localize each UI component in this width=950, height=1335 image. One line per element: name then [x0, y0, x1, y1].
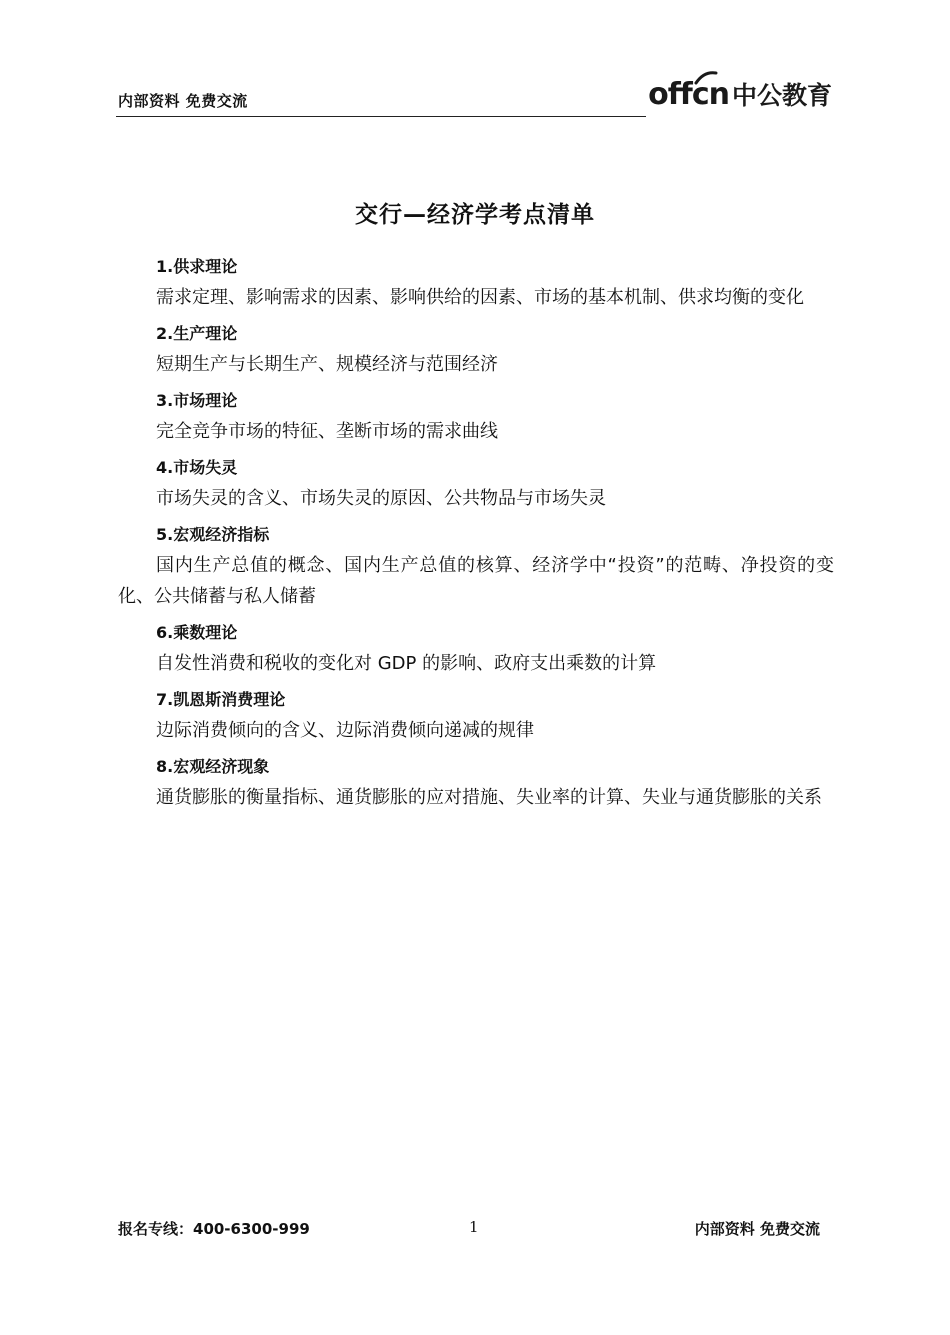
section-4	[118, 457, 834, 514]
section-body: 需求定理、影响需求的因素、影响供给的因素、市场的基本机制、供求均衡的变化	[156, 287, 804, 308]
section-heading: 8.宏观经济现象	[156, 757, 270, 776]
section-heading: 5.宏观经济指标	[156, 525, 270, 544]
section-body: 市场失灵的含义、市场失灵的原因、公共物品与市场失灵	[156, 488, 606, 509]
logo-cjk-text: 中公教育	[731, 81, 832, 110]
section-heading: 1.供求理论	[156, 257, 238, 276]
section-body: 自发性消费和税收的变化对 GDP 的影响、政府支出乘数的计算	[156, 653, 657, 674]
section-1	[118, 256, 834, 313]
header-left-text: 内部资料 免费交流	[118, 92, 248, 110]
section-body: 短期生产与长期生产、规模经济与范围经济	[156, 354, 498, 375]
section-heading: 7.凯恩斯消费理论	[156, 690, 286, 709]
logo-latin-text: offcn	[648, 77, 729, 112]
section-body: 国内生产总值的概念、国内生产总值的核算、经济学中“投资”的范畴、净投资的变化、公共储蓄与私人储蓄	[118, 555, 834, 607]
page-title: 交行—经济学考点清单	[355, 202, 595, 228]
footer-right-text: 内部资料 免费交流	[694, 1220, 820, 1238]
section-heading: 2.生产理论	[156, 324, 238, 343]
section-6	[118, 622, 834, 679]
section-body: 边际消费倾向的含义、边际消费倾向递减的规律	[156, 720, 534, 741]
section-7	[118, 689, 834, 746]
offcn-logo	[648, 76, 832, 112]
section-3	[118, 390, 834, 447]
section-heading: 3.市场理论	[156, 391, 238, 410]
section-body: 通货膨胀的衡量指标、通货膨胀的应对措施、失业率的计算、失业与通货膨胀的关系	[156, 787, 822, 808]
section-8	[118, 756, 834, 813]
section-heading: 4.市场失灵	[156, 458, 238, 477]
page-number: 1	[469, 1218, 479, 1236]
header-rule	[116, 116, 646, 117]
section-2	[118, 323, 834, 380]
registration-hotline: 报名专线：400-6300-999	[118, 1220, 310, 1238]
document-body	[118, 256, 834, 823]
page-header	[116, 72, 832, 120]
section-body: 完全竞争市场的特征、垄断市场的需求曲线	[156, 421, 498, 442]
section-5	[118, 524, 834, 612]
logo-swoosh-icon	[694, 71, 718, 85]
section-heading: 6.乘数理论	[156, 623, 238, 642]
